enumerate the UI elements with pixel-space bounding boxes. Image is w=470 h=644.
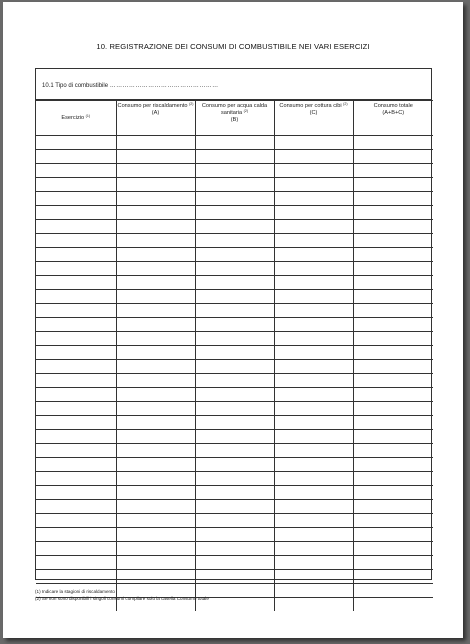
table-cell[interactable] [274, 234, 353, 248]
table-cell[interactable] [274, 514, 353, 528]
table-cell[interactable] [274, 570, 353, 584]
table-cell[interactable] [195, 444, 274, 458]
table-cell[interactable] [36, 304, 116, 318]
table-cell[interactable] [195, 192, 274, 206]
table-cell[interactable] [36, 164, 116, 178]
table-row [36, 416, 433, 430]
table-cell[interactable] [116, 304, 195, 318]
table-row [36, 458, 433, 472]
table-cell[interactable] [36, 346, 116, 360]
table-cell[interactable] [195, 346, 274, 360]
table-cell[interactable] [36, 276, 116, 290]
column-header-code: (A) [151, 109, 160, 116]
table-row [36, 150, 433, 164]
table-cell[interactable] [274, 360, 353, 374]
table-cell[interactable] [36, 374, 116, 388]
table-cell[interactable] [36, 514, 116, 528]
footnote-1: (1) Indicare la stagioni di riscaldamento [35, 589, 115, 594]
table-cell[interactable] [116, 528, 195, 542]
table-cell[interactable] [274, 598, 353, 612]
column-header-code: (B) [230, 116, 239, 123]
table-cell[interactable] [195, 234, 274, 248]
table-cell[interactable] [195, 388, 274, 402]
table-row [36, 178, 433, 192]
table-cell[interactable] [274, 220, 353, 234]
table-cell[interactable] [195, 528, 274, 542]
table-cell[interactable] [36, 192, 116, 206]
table-cell[interactable] [274, 262, 353, 276]
table-cell[interactable] [116, 570, 195, 584]
table-row [36, 234, 433, 248]
column-header-label: Consumo per riscaldamento [117, 103, 188, 109]
column-header-label: Consumo per acqua calda sanitaria [201, 103, 268, 116]
table-cell[interactable] [274, 150, 353, 164]
table-cell[interactable] [274, 276, 353, 290]
table-cell[interactable] [274, 402, 353, 416]
table-cell[interactable] [116, 402, 195, 416]
table-row [36, 192, 433, 206]
table-cell[interactable] [353, 276, 433, 290]
table-cell[interactable] [195, 332, 274, 346]
table-row [36, 514, 433, 528]
table-row [36, 444, 433, 458]
table-cell[interactable] [353, 150, 433, 164]
footnote-ref: (2) [189, 102, 194, 106]
column-header-label: Consumo per cottura cibi [279, 103, 342, 109]
table-cell[interactable] [195, 276, 274, 290]
table-cell[interactable] [274, 444, 353, 458]
table-cell[interactable] [195, 178, 274, 192]
table-cell[interactable] [195, 458, 274, 472]
table-cell[interactable] [274, 388, 353, 402]
footnotes [35, 588, 209, 602]
table-cell[interactable] [195, 416, 274, 430]
table-cell[interactable] [274, 206, 353, 220]
table-cell[interactable] [116, 360, 195, 374]
table-cell[interactable] [274, 318, 353, 332]
table-cell[interactable] [353, 178, 433, 192]
table-cell[interactable] [116, 416, 195, 430]
table-cell[interactable] [36, 318, 116, 332]
table-cell[interactable] [36, 486, 116, 500]
table-cell[interactable] [36, 556, 116, 570]
table-cell[interactable] [274, 304, 353, 318]
table-cell[interactable] [36, 178, 116, 192]
table-cell[interactable] [353, 486, 433, 500]
table-cell[interactable] [36, 248, 116, 262]
table-cell[interactable] [116, 206, 195, 220]
table-cell[interactable] [353, 542, 433, 556]
footnote-ref: (2) [243, 108, 249, 113]
table-cell[interactable] [353, 500, 433, 514]
table-cell[interactable] [116, 234, 195, 248]
table-cell[interactable] [353, 262, 433, 276]
table-cell[interactable] [195, 542, 274, 556]
table-cell[interactable] [274, 486, 353, 500]
table-cell[interactable] [116, 388, 195, 402]
table-cell[interactable] [116, 374, 195, 388]
table-cell[interactable] [36, 206, 116, 220]
table-cell[interactable] [353, 584, 433, 598]
table-cell[interactable] [274, 542, 353, 556]
table-cell[interactable] [353, 570, 433, 584]
table-cell[interactable] [353, 528, 433, 542]
table-cell[interactable] [353, 556, 433, 570]
table-cell[interactable] [116, 248, 195, 262]
table-cell[interactable] [274, 374, 353, 388]
table-cell[interactable] [353, 444, 433, 458]
table-cell[interactable] [195, 318, 274, 332]
table-row [36, 556, 433, 570]
table-cell[interactable] [116, 178, 195, 192]
table-cell[interactable] [36, 220, 116, 234]
table-cell[interactable] [353, 164, 433, 178]
table-row [36, 262, 433, 276]
table-row [36, 472, 433, 486]
table-cell[interactable] [195, 486, 274, 500]
table-cell[interactable] [36, 402, 116, 416]
table-cell[interactable] [353, 318, 433, 332]
table-row [36, 528, 433, 542]
table-cell[interactable] [353, 304, 433, 318]
table-cell[interactable] [353, 248, 433, 262]
table-row [36, 402, 433, 416]
table-cell[interactable] [353, 346, 433, 360]
table-cell[interactable] [36, 262, 116, 276]
table-cell[interactable] [116, 220, 195, 234]
table-cell[interactable] [353, 374, 433, 388]
table-cell[interactable] [274, 290, 353, 304]
table-row [36, 304, 433, 318]
table-cell[interactable] [353, 430, 433, 444]
table-cell[interactable] [195, 304, 274, 318]
table-cell[interactable] [195, 556, 274, 570]
table-cell[interactable] [36, 444, 116, 458]
table-cell[interactable] [353, 458, 433, 472]
table-row [36, 500, 433, 514]
table-cell[interactable] [36, 332, 116, 346]
table-row [36, 486, 433, 500]
page-title: 10. REGISTRAZIONE DEI CONSUMI DI COMBUSTIBILE NEI VARI ESERCIZI [96, 42, 370, 51]
table-cell[interactable] [195, 374, 274, 388]
footnote-ref: (1) [85, 113, 91, 118]
table-row [36, 332, 433, 346]
column-header-riscaldamento [116, 101, 195, 136]
table-cell[interactable] [353, 192, 433, 206]
column-header-totale [353, 101, 433, 136]
table-cell[interactable] [36, 430, 116, 444]
table-cell[interactable] [353, 402, 433, 416]
table-cell[interactable] [36, 150, 116, 164]
table-cell[interactable] [36, 472, 116, 486]
table-cell[interactable] [36, 500, 116, 514]
table-cell[interactable] [36, 416, 116, 430]
column-header-label: Consumo totale [373, 103, 413, 109]
column-header-label: Esercizio [61, 114, 85, 121]
table-header-row [36, 101, 433, 136]
table-cell[interactable] [36, 290, 116, 304]
table-cell[interactable] [36, 570, 116, 584]
table-row [36, 570, 433, 584]
table-cell[interactable] [195, 262, 274, 276]
table-cell[interactable] [116, 136, 195, 150]
table-cell[interactable] [353, 388, 433, 402]
table-row [36, 374, 433, 388]
table-row [36, 206, 433, 220]
table-cell[interactable] [274, 136, 353, 150]
table-row [36, 542, 433, 556]
table-cell[interactable] [274, 332, 353, 346]
table-cell[interactable] [36, 388, 116, 402]
column-header-code: (C) [309, 109, 318, 116]
table-row [36, 136, 433, 150]
table-cell[interactable] [116, 486, 195, 500]
table-cell[interactable] [195, 150, 274, 164]
table-cell[interactable] [116, 262, 195, 276]
table-cell[interactable] [353, 360, 433, 374]
table-row [36, 248, 433, 262]
table-cell[interactable] [353, 290, 433, 304]
table-cell[interactable] [353, 514, 433, 528]
document-page [3, 2, 463, 638]
table-cell[interactable] [116, 346, 195, 360]
table-cell[interactable] [195, 500, 274, 514]
table-cell[interactable] [195, 360, 274, 374]
table-cell[interactable] [353, 472, 433, 486]
table-cell[interactable] [274, 528, 353, 542]
table-cell[interactable] [36, 542, 116, 556]
table-cell[interactable] [195, 220, 274, 234]
table-row [36, 318, 433, 332]
table-cell[interactable] [36, 528, 116, 542]
table-cell[interactable] [274, 416, 353, 430]
table-cell[interactable] [195, 430, 274, 444]
table-cell[interactable] [36, 360, 116, 374]
table-row [36, 220, 433, 234]
table-cell[interactable] [36, 136, 116, 150]
table-body [36, 136, 433, 612]
table-cell[interactable] [116, 458, 195, 472]
fuel-type-row [36, 69, 431, 100]
table-cell[interactable] [116, 472, 195, 486]
table-row [36, 388, 433, 402]
table-cell[interactable] [116, 556, 195, 570]
table-cell[interactable] [274, 178, 353, 192]
table-cell[interactable] [195, 248, 274, 262]
table-cell[interactable] [353, 332, 433, 346]
table-cell[interactable] [195, 136, 274, 150]
table-cell[interactable] [274, 192, 353, 206]
table-cell[interactable] [353, 598, 433, 612]
table-row [36, 360, 433, 374]
table-cell[interactable] [116, 164, 195, 178]
table-cell[interactable] [353, 234, 433, 248]
table-row [36, 346, 433, 360]
table-cell[interactable] [274, 472, 353, 486]
table-cell[interactable] [116, 500, 195, 514]
table-cell[interactable] [116, 332, 195, 346]
table-cell[interactable] [274, 164, 353, 178]
table-cell[interactable] [195, 206, 274, 220]
table-cell[interactable] [274, 458, 353, 472]
table-cell[interactable] [116, 514, 195, 528]
consumption-table [36, 100, 433, 611]
table-cell[interactable] [116, 444, 195, 458]
table-cell[interactable] [274, 556, 353, 570]
column-header-esercizio [36, 101, 116, 136]
table-row [36, 276, 433, 290]
table-cell[interactable] [116, 276, 195, 290]
table-cell[interactable] [274, 584, 353, 598]
table-cell[interactable] [36, 234, 116, 248]
fuel-type-label: 10.1 Tipo di combustibile [42, 83, 109, 89]
consumption-form [35, 68, 432, 580]
footnote-ref: (2) [343, 102, 348, 106]
column-header-code: (A+B+C) [382, 109, 405, 116]
footnote-2: (2) Se non sono disponibili i singoli consumi compilare solo la casella Consumo totale [35, 596, 209, 602]
table-cell[interactable] [195, 472, 274, 486]
table-cell[interactable] [116, 150, 195, 164]
table-cell[interactable] [274, 430, 353, 444]
table-cell[interactable] [195, 402, 274, 416]
table-cell[interactable] [116, 290, 195, 304]
table-cell[interactable] [116, 430, 195, 444]
table-cell[interactable] [116, 542, 195, 556]
table-cell[interactable] [353, 416, 433, 430]
fuel-type-blank[interactable]: …………………………………………… [109, 83, 219, 89]
table-cell[interactable] [195, 514, 274, 528]
table-cell[interactable] [274, 346, 353, 360]
table-row [36, 430, 433, 444]
table-cell[interactable] [274, 500, 353, 514]
column-header-cottura [274, 101, 353, 136]
column-header-acqua-calda [195, 101, 274, 136]
table-row [36, 164, 433, 178]
table-cell[interactable] [353, 136, 433, 150]
table-cell[interactable] [36, 458, 116, 472]
table-cell[interactable] [353, 220, 433, 234]
table-cell[interactable] [353, 206, 433, 220]
table-cell[interactable] [195, 290, 274, 304]
table-cell[interactable] [116, 192, 195, 206]
table-row [36, 290, 433, 304]
table-cell[interactable] [274, 248, 353, 262]
table-cell[interactable] [195, 570, 274, 584]
table-cell[interactable] [195, 164, 274, 178]
table-cell[interactable] [116, 318, 195, 332]
